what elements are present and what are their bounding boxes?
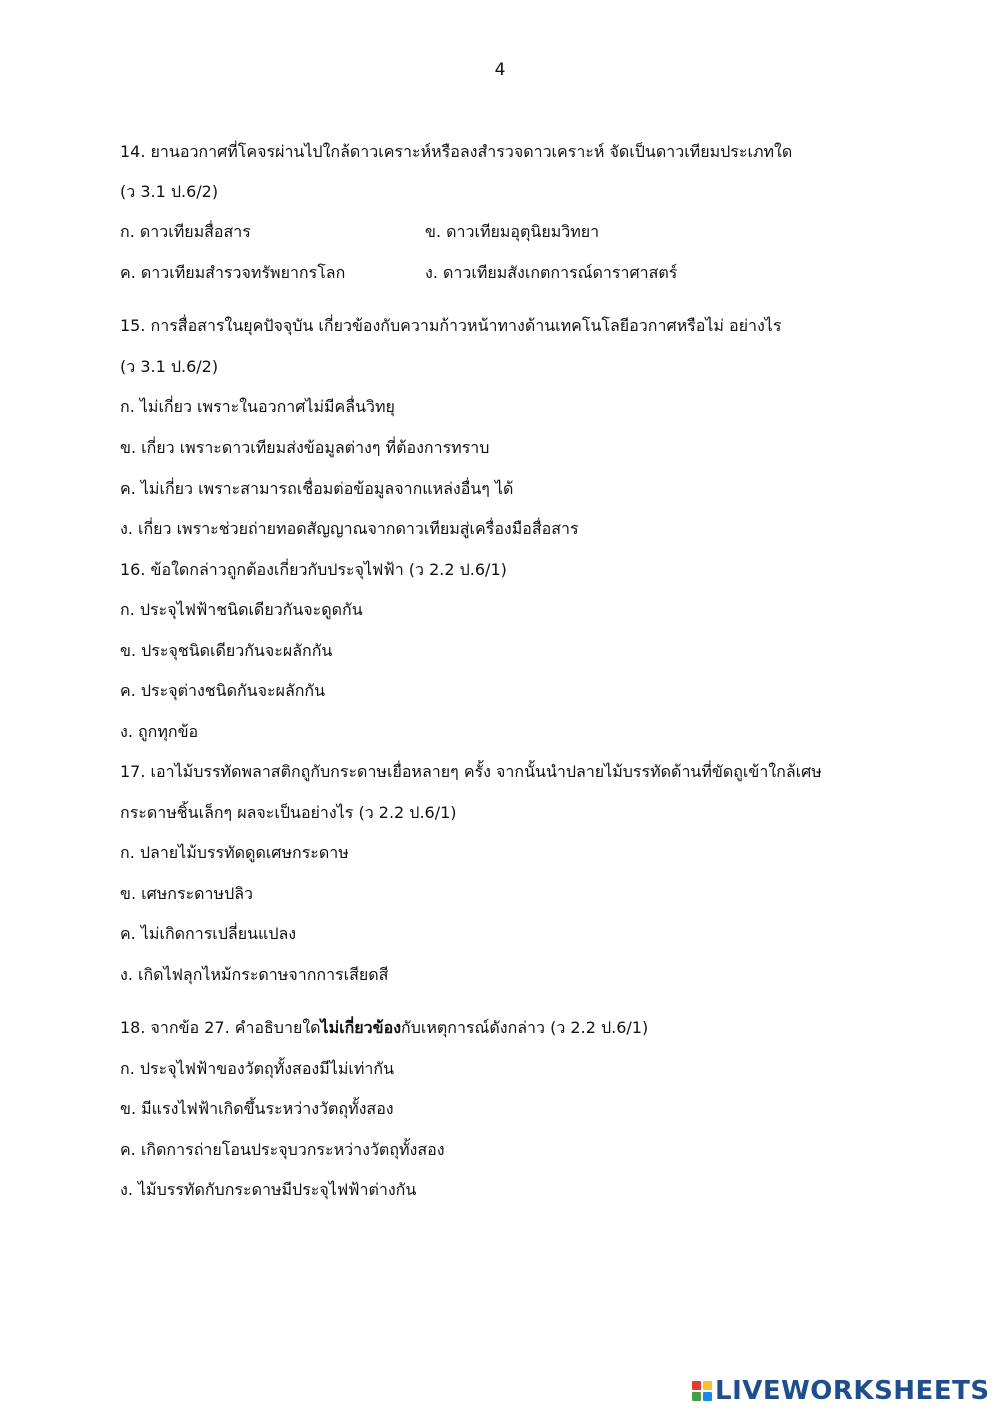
question-16-stem: 16. ข้อใดกล่าวถูกต้องเกี่ยวกับประจุไฟฟ้า (ว 2.2 ป.6/1)	[120, 560, 507, 579]
logo-square-yellow	[703, 1381, 712, 1390]
question-18-stem-prefix: 18. จากข้อ 27. คำอธิบายใด	[120, 1018, 321, 1037]
question-15-option-d: ง. เกี่ยว เพราะช่วยถ่ายทอดสัญญาณจากดาวเทียมสู่เครื่องมือสื่อสาร	[120, 519, 579, 538]
question-16-option-d: ง. ถูกทุกข้อ	[120, 722, 199, 741]
question-17-stem-line-2: กระดาษชิ้นเล็กๆ ผลจะเป็นอย่างไร (ว 2.2 ป.6/1)	[120, 803, 457, 822]
question-14-option-d: ง. ดาวเทียมสังเกตการณ์ดาราศาสตร์	[425, 263, 678, 282]
question-15-stem-line-1: 15. การสื่อสารในยุคปัจจุบัน เกี่ยวข้องกับความก้าวหน้าทางด้านเทคโนโลยีอวกาศหรือไม่ อย่างไร	[120, 316, 782, 335]
logo-text: LIVEWORKSHEETS	[715, 1376, 990, 1406]
logo-square-red	[692, 1381, 701, 1390]
question-18-stem-emphasis: ไม่เกี่ยวข้อง	[320, 1018, 401, 1037]
question-16-option-b: ข. ประจุชนิดเดียวกันจะผลักกัน	[120, 641, 333, 660]
logo-mark-icon	[692, 1381, 712, 1401]
question-18-option-a: ก. ประจุไฟฟ้าของวัตถุทั้งสองมีไม่เท่ากัน	[120, 1059, 394, 1078]
question-18-stem	[120, 1017, 648, 1039]
question-14-option-c: ค. ดาวเทียมสำรวจทรัพยากรโลก	[120, 263, 346, 282]
question-17-stem-line-1: 17. เอาไม้บรรทัดพลาสติกถูกับกระดาษเยื่อหลายๆ ครั้ง จากนั้นนำปลายไม้บรรทัดด้านที่ขัดถูเข้าใกล้เศษ	[120, 762, 822, 781]
question-15-stem-line-2: (ว 3.1 ป.6/2)	[120, 357, 219, 376]
question-18-option-d: ง. ไม้บรรทัดกับกระดาษมีประจุไฟฟ้าต่างกัน	[120, 1180, 417, 1199]
question-15-option-c: ค. ไม่เกี่ยว เพราะสามารถเชื่อมต่อข้อมูลจากแหล่งอื่นๆ ได้	[120, 479, 514, 498]
question-17-option-b: ข. เศษกระดาษปลิว	[120, 884, 254, 903]
liveworksheets-logo	[692, 1374, 990, 1408]
question-16-option-c: ค. ประจุต่างชนิดกันจะผลักกัน	[120, 681, 326, 700]
question-16-option-a: ก. ประจุไฟฟ้าชนิดเดียวกันจะดูดกัน	[120, 600, 363, 619]
logo-square-green	[692, 1392, 701, 1401]
question-14-stem-line-2: (ว 3.1 ป.6/2)	[120, 182, 219, 201]
question-17-option-c: ค. ไม่เกิดการเปลี่ยนแปลง	[120, 924, 297, 943]
logo-square-blue	[703, 1392, 712, 1401]
question-14-option-b: ข. ดาวเทียมอุตุนิยมวิทยา	[425, 222, 600, 241]
question-17-option-d: ง. เกิดไฟลุกไหม้กระดาษจากการเสียดสี	[120, 965, 389, 984]
question-15-option-a: ก. ไม่เกี่ยว เพราะในอวกาศไม่มีคลื่นวิทยุ	[120, 397, 395, 416]
question-17-option-a: ก. ปลายไม้บรรทัดดูดเศษกระดาษ	[120, 843, 349, 862]
question-14-stem-line-1: 14. ยานอวกาศที่โคจรผ่านไปใกล้ดาวเคราะห์หรือลงสำรวจดาวเคราะห์ จัดเป็นดาวเทียมประเภทใด	[120, 142, 793, 161]
question-18-option-c: ค. เกิดการถ่ายโอนประจุบวกระหว่างวัตถุทั้งสอง	[120, 1140, 445, 1159]
page-number: 4	[494, 60, 506, 80]
question-18-option-b: ข. มีแรงไฟฟ้าเกิดขึ้นระหว่างวัตถุทั้งสอง	[120, 1099, 394, 1118]
question-18-stem-suffix: กับเหตุการณ์ดังกล่าว (ว 2.2 ป.6/1)	[401, 1018, 649, 1037]
question-14-option-a: ก. ดาวเทียมสื่อสาร	[120, 222, 251, 241]
question-15-option-b: ข. เกี่ยว เพราะดาวเทียมส่งข้อมูลต่างๆ ที่ต้องการทราบ	[120, 438, 490, 457]
